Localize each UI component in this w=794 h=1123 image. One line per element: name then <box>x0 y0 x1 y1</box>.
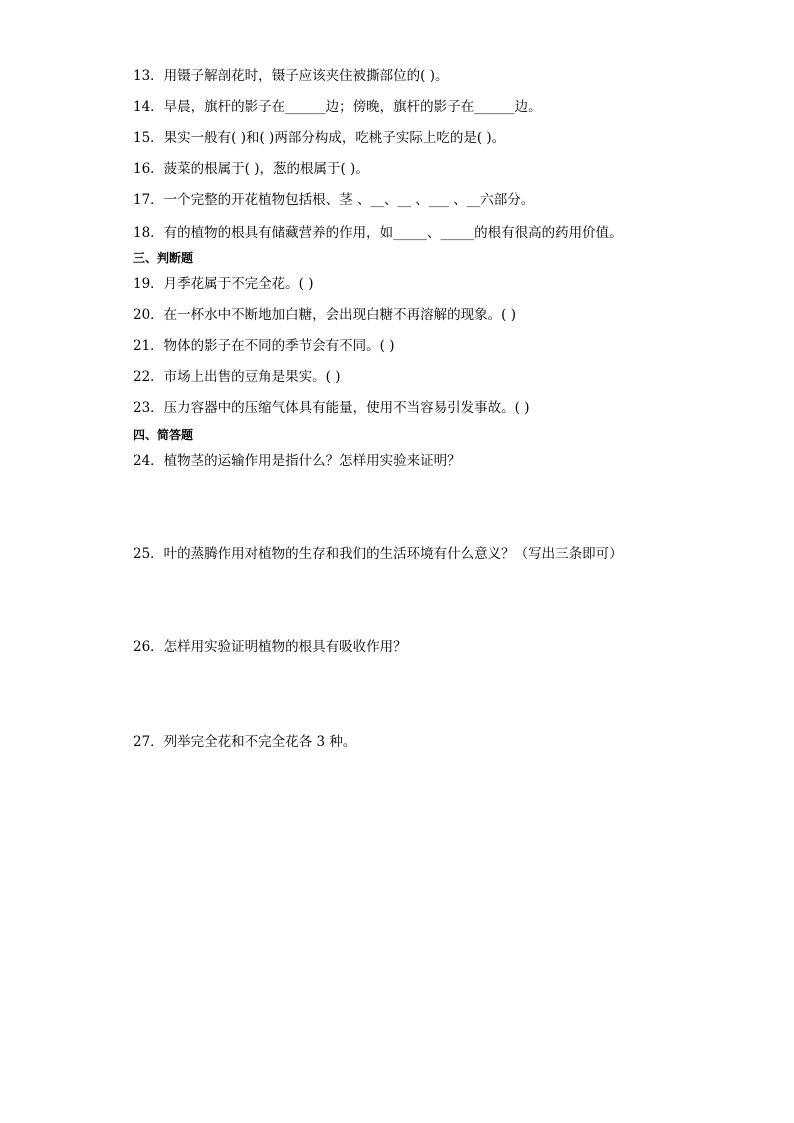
section-heading-short-answer: 四、简答题 <box>133 428 194 442</box>
question-14: 14．早晨，旗杆的影子在______边；傍晚，旗杆的影子在______边。 <box>133 99 542 115</box>
question-20: 20．在一杯水中不断地加白糖，会出现白糖不再溶解的现象。( ) <box>133 307 517 323</box>
question-18: 18．有的植物的根具有储藏营养的作用，如_____、_____的根有很高的药用价值。 <box>133 225 623 241</box>
question-19: 19．月季花属于不完全花。( ) <box>133 276 314 292</box>
question-24: 24．植物茎的运输作用是指什么？怎样用实验来证明？ <box>133 453 461 469</box>
question-23: 23．压力容器中的压缩气体具有能量，使用不当容易引发事故。( ) <box>133 400 530 416</box>
question-25: 25．叶的蒸腾作用对植物的生存和我们的生活环境有什么意义？（写出三条即可） <box>133 546 623 562</box>
question-21: 21．物体的影子在不同的季节会有不同。( ) <box>133 338 395 354</box>
question-13: 13．用镊子解剖花时，镊子应该夹住被撕部位的( )。 <box>133 68 449 84</box>
question-17: 17．一个完整的开花植物包括根、茎 、__、__ 、___ 、__六部分。 <box>133 192 535 208</box>
question-27: 27．列举完全花和不完全花各 3 种。 <box>133 734 357 750</box>
question-15: 15．果实一般有( )和( )两部分构成，吃桃子实际上吃的是( )。 <box>133 130 506 146</box>
question-22: 22．市场上出售的豆角是果实。( ) <box>133 369 341 385</box>
question-26: 26．怎样用实验证明植物的根具有吸收作用？ <box>133 639 407 655</box>
question-16: 16．菠菜的根属于( )，葱的根属于( )。 <box>133 161 369 177</box>
section-heading-judge: 三、判断题 <box>133 251 194 265</box>
